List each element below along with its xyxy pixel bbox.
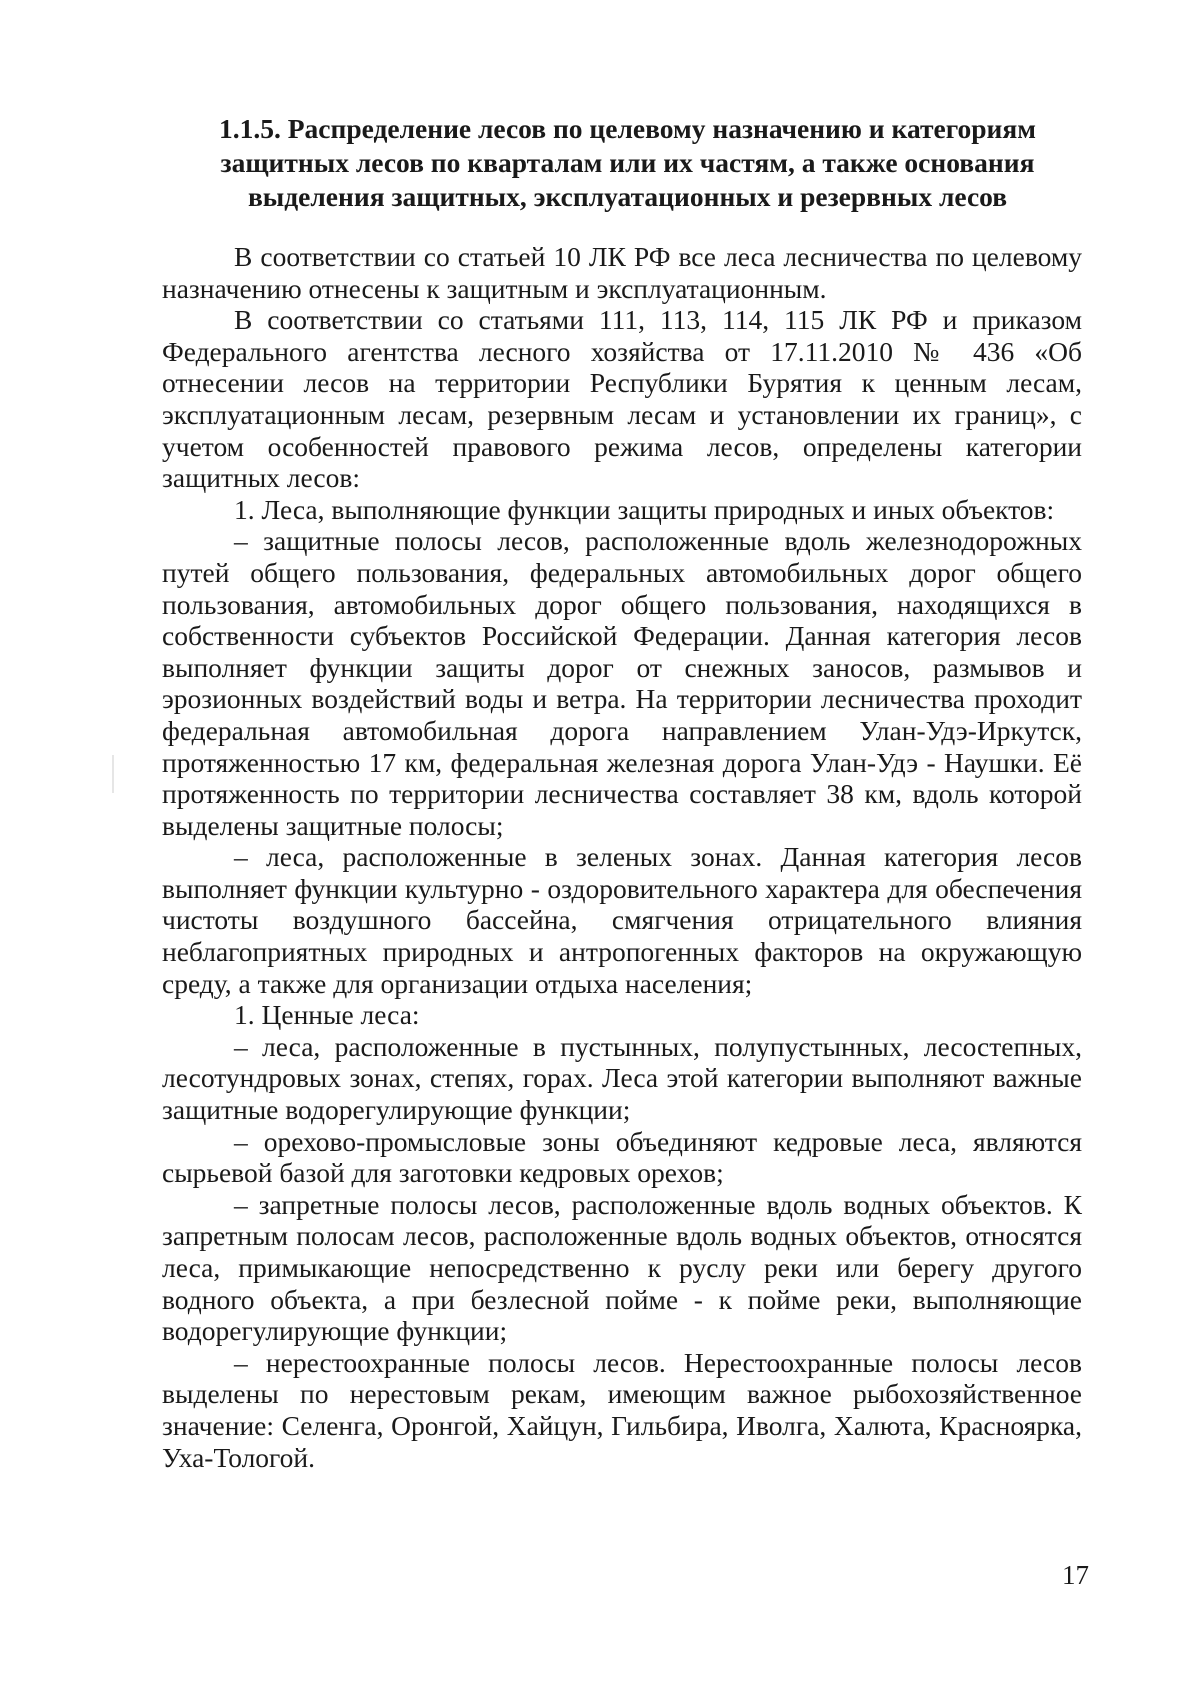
bullet-spawning-protection-strips: – нерестоохранные полосы лесов. Нерестоохранные полосы лесов выделены по нерестовым рекам, имеющим важное рыбохозяйственное значение: Селенга, Оронгой, Хайцун, Гильбира, Иволга, Халюта, Красноярка, Уха-Тологой. bbox=[162, 1346, 1082, 1473]
bullet-green-zones: – леса, расположенные в зеленых зонах. Данная категория лесов выполняет функции культурно - оздоровительного характера для обеспечения чистоты воздушного бассейна, смягчения отрицательного влияния неблагоприятных природных и антропогенных факторов на окружающую среду, а также для организации отдыха населения; bbox=[162, 841, 1082, 999]
list-item-protective-functions: 1. Леса, выполняющие функции защиты природных и иных объектов: bbox=[234, 493, 1055, 525]
paragraph-intro: В соответствии со статьей 10 ЛК РФ все леса лесничества по целевому назначению отнесены к защитным и эксплуатационным. bbox=[162, 241, 1082, 304]
body-text bbox=[162, 241, 1082, 1473]
heading-line-3: выделения защитных, эксплуатационных и резервных лесов bbox=[247, 181, 1008, 212]
bullet-nut-zones: – орехово-промысловые зоны объединяют кедровые леса, являются сырьевой базой для заготовки кедровых орехов; bbox=[162, 1125, 1082, 1189]
bullet-water-protection-strips: – запретные полосы лесов, расположенные вдоль водных объектов. К запретным полосам лесов, расположенные вдоль водных объектов, относятся леса, примыкающие непосредственно к руслу реки или берегу другого водного объекта, а при безлесной пойме - к пойме реки, выполняющие водорегулирующие функции; bbox=[162, 1188, 1082, 1347]
scan-margin-mark bbox=[112, 755, 114, 793]
paragraph-categories: В соответствии со статьями 111, 113, 114, 115 ЛК РФ и приказом Федерального агентства лесного хозяйства от 17.11.2010 № 436 «Об отнесении лесов на территории Республики Бурятия к ценным лесам, эксплуатационным лесам, резервным лесам и установлении их границ», с учетом особенностей правового режима лесов, определены категории защитных лесов: bbox=[162, 304, 1082, 494]
bullet-road-protection-strips: – защитные полосы лесов, расположенные вдоль железнодорожных путей общего пользования, федеральных автомобильных дорог общего пользования, автомобильных дорог общего пользования, находящихся в собственности субъектов Российской Федерации. Данная категория лесов выполняет функции защиты дорог от снежных заносов, размывов и эрозионных воздействий воды и ветра. На территории лесничества проходит федеральная автомобильная дорога направлением Улан-Удэ-Иркутск, протяженностью 17 км, федеральная железная дорога Улан-Удэ - Наушки. Её протяженность по территории лесничества составляет 38 км, вдоль которой выделены защитные полосы; bbox=[162, 525, 1082, 841]
section-heading bbox=[160, 112, 1095, 214]
heading-line-2: защитных лесов по кварталам или их частям, а также основания bbox=[220, 147, 1035, 178]
bullet-desert-steppe-forests: – леса, расположенные в пустынных, полупустынных, лесостепных, лесотундровых зонах, степях, горах. Леса этой категории выполняют важные защитные водорегулирующие функции; bbox=[162, 1030, 1082, 1126]
list-item-valuable-forests: 1. Ценные леса: bbox=[234, 999, 420, 1031]
heading-line-1: 1.1.5. Распределение лесов по целевому назначению и категориям bbox=[218, 113, 1036, 144]
page-number: 17 bbox=[1062, 1560, 1089, 1590]
